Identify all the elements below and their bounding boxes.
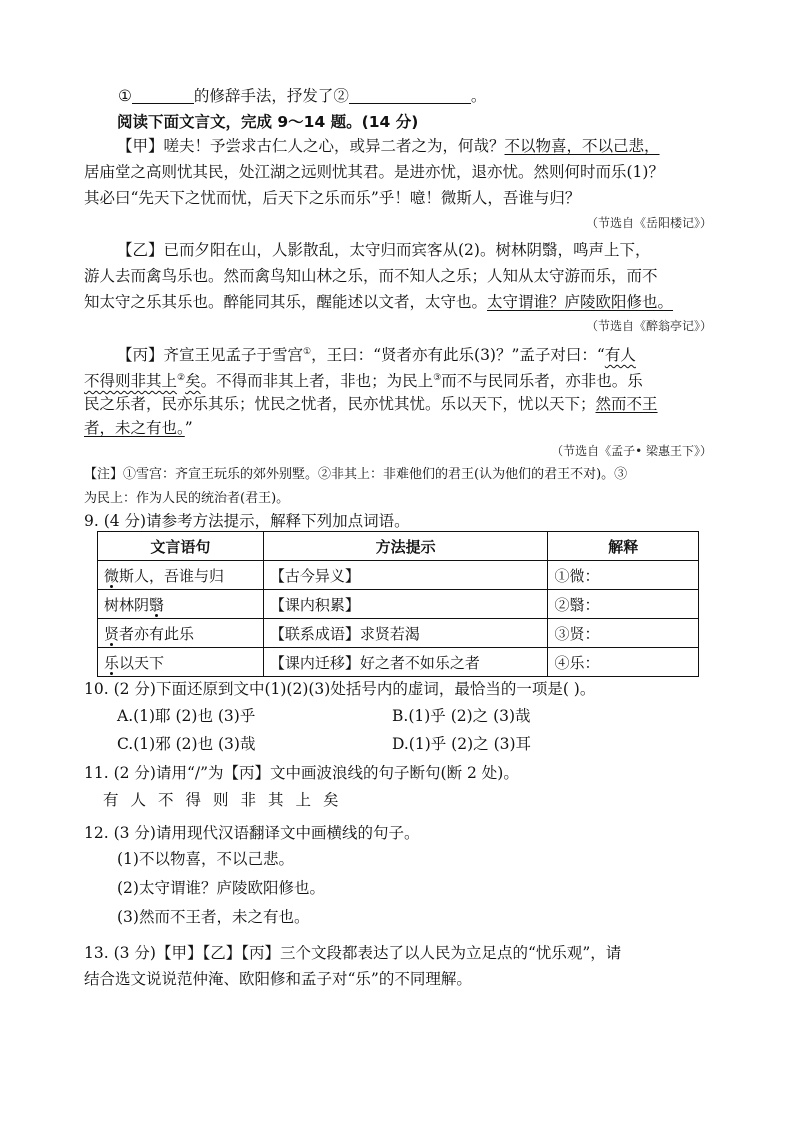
underlined-sentence-1: 不以物喜，不以己悲， <box>504 137 660 155</box>
dotted-word: 贤 <box>104 624 120 643</box>
section-heading: 阅读下面文言文，完成 9～14 题。(14 分) <box>117 113 419 131</box>
sentence-cell: 乐以天下 <box>98 648 264 677</box>
break-sentence: 有人不得则非其上矣 <box>103 791 351 809</box>
hint-cell: 【课内积累】 <box>263 590 548 619</box>
passage-jia-line-3: 其必曰“先天下之忧而忧，后天下之乐而乐”乎！噫！微斯人，吾谁与归？ <box>84 189 581 207</box>
table-header: 解释 <box>548 532 699 561</box>
wavy-sentence-part-2: 不得则非其上 <box>84 372 178 391</box>
option-c: C.(1)邪 (2)也 (3)哉 <box>117 735 256 753</box>
question-13-line-2: 结合选文说说范仲淹、欧阳修和孟子对“乐”的不同理解。 <box>84 970 472 988</box>
table-header-row <box>98 532 699 561</box>
note-marker-1: ① <box>303 347 312 357</box>
question-13-line-1: 13. (3 分)【甲】【乙】【丙】三个文段都表达了以人民为立足点的“忧乐观”，请 <box>84 944 622 962</box>
passage-bing-line-2: 不得则非其上②矣。不得而非其上者，非也；为民上③而不与民同乐者，亦非也。乐 <box>84 372 643 391</box>
answer-cell: ②翳： <box>548 590 699 619</box>
passage-bing-line-1: 【丙】齐宣王见孟子于雪宫①，王曰：“贤者亦有此乐(3)？”孟子对曰：“有人 <box>117 346 636 365</box>
underlined-sentence-2: 太守谓谁？庐陵欧阳修也。 <box>487 293 674 311</box>
option-a: A.(1)耶 (2)也 (3)乎 <box>117 707 256 725</box>
translate-item-2: (2)太守谓谁？庐陵欧阳修也。 <box>117 879 325 897</box>
passage-yi-line-2: 游人去而禽鸟乐也。然而禽鸟知山林之乐，而不知人之乐；人知从太守游而乐，而不 <box>84 267 658 285</box>
translate-item-3: (3)然而不王者，未之有也。 <box>117 908 310 926</box>
blank-number-1: ① <box>118 87 132 105</box>
note-marker-3: ③ <box>433 373 442 383</box>
question-9-stem: 9. (4 分)请参考方法提示，解释下列加点词语。 <box>84 512 410 530</box>
source-yi: （节选自《醉翁亭记》） <box>585 319 712 333</box>
source-bing: （节选自《孟子• 梁惠王下》） <box>551 444 712 458</box>
translate-item-1: (1)不以物喜，不以己悲。 <box>117 850 294 868</box>
question-10-stem: 10. (2 分)下面还原到文中(1)(2)(3)处括号内的虚词，最恰当的一项是( )。 <box>84 680 596 698</box>
passage-bing-line-3: 民之乐者，民亦乐其乐；忧民之忧者，民亦忧其忧。乐以天下，忧以天下；然而不王 <box>84 395 658 413</box>
hint-cell: 【课内迁移】好之者不如乐之者 <box>263 648 548 677</box>
table-row <box>98 648 699 677</box>
source-jia: （节选自《岳阳楼记》） <box>585 216 712 230</box>
method-table <box>97 531 699 677</box>
sentence-cell: 贤者亦有此乐 <box>98 619 264 648</box>
underlined-sentence-3a: 然而不王 <box>595 395 658 413</box>
table-row <box>98 561 699 590</box>
table-row <box>98 590 699 619</box>
answer-blank-2 <box>349 87 471 104</box>
fill-blank-end: 。 <box>470 87 487 105</box>
answer-cell: ③贤： <box>548 619 699 648</box>
sentence-cell: 树林阴翳 <box>98 590 264 619</box>
question-11-stem: 11. (2 分)请用“/”为【丙】文中画波浪线的句子断句(断 2 处)。 <box>84 764 519 782</box>
fill-blank-text: 的修辞手法，抒发了② <box>193 87 349 105</box>
passage-jia-line-2: 居庙堂之高则忧其民，处江湖之远则忧其君。是进亦忧，退亦忧。然则何时而乐(1)？ <box>84 163 664 181</box>
wavy-sentence-part-3: 矣 <box>185 372 201 391</box>
fill-blank-line <box>118 83 486 109</box>
notes-line-2: 为民上：作为人民的统治者(君王)。 <box>84 491 290 506</box>
wavy-sentence-part-1: 有人 <box>604 346 636 365</box>
dotted-word: 微 <box>104 566 120 585</box>
answer-cell: ①微： <box>548 561 699 590</box>
question-12-stem: 12. (3 分)请用现代汉语翻译文中画横线的句子。 <box>84 824 420 842</box>
option-b: B.(1)乎 (2)之 (3)哉 <box>392 707 531 725</box>
passage-jia-line-1: 【甲】嗟夫！予尝求古仁人之心，或异二者之为，何哉？不以物喜，不以己悲， <box>117 137 660 155</box>
hint-cell: 【联系成语】求贤若渴 <box>263 619 548 648</box>
table-row <box>98 619 699 648</box>
table-header: 方法提示 <box>263 532 548 561</box>
dotted-word: 乐 <box>104 653 120 672</box>
passage-yi-line-3: 知太守之乐其乐也。醉能同其乐，醒能述以文者，太守也。太守谓谁？庐陵欧阳修也。 <box>84 293 674 311</box>
sentence-cell: 微斯人，吾谁与归 <box>98 561 264 590</box>
table-header: 文言语句 <box>98 532 264 561</box>
notes-line-1: 【注】①雪宫：齐宣王玩乐的郊外别墅。②非其上：非难他们的君王(认为他们的君王不对)。③ <box>84 467 628 482</box>
answer-blank-1 <box>132 87 194 104</box>
hint-cell: 【古今异义】 <box>263 561 548 590</box>
dotted-word: 翳 <box>149 595 165 614</box>
note-marker-2: ② <box>177 373 186 383</box>
passage-yi-line-1: 【乙】已而夕阳在山，人影散乱，太守归而宾客从(2)。树林阴翳，鸣声上下， <box>117 241 651 259</box>
passage-bing-line-4: 者，未之有也。” <box>84 419 193 437</box>
option-d: D.(1)乎 (2)之 (3)耳 <box>392 735 532 753</box>
answer-cell: ④乐： <box>548 648 699 677</box>
underlined-sentence-3b: 者，未之有也。 <box>84 419 185 437</box>
